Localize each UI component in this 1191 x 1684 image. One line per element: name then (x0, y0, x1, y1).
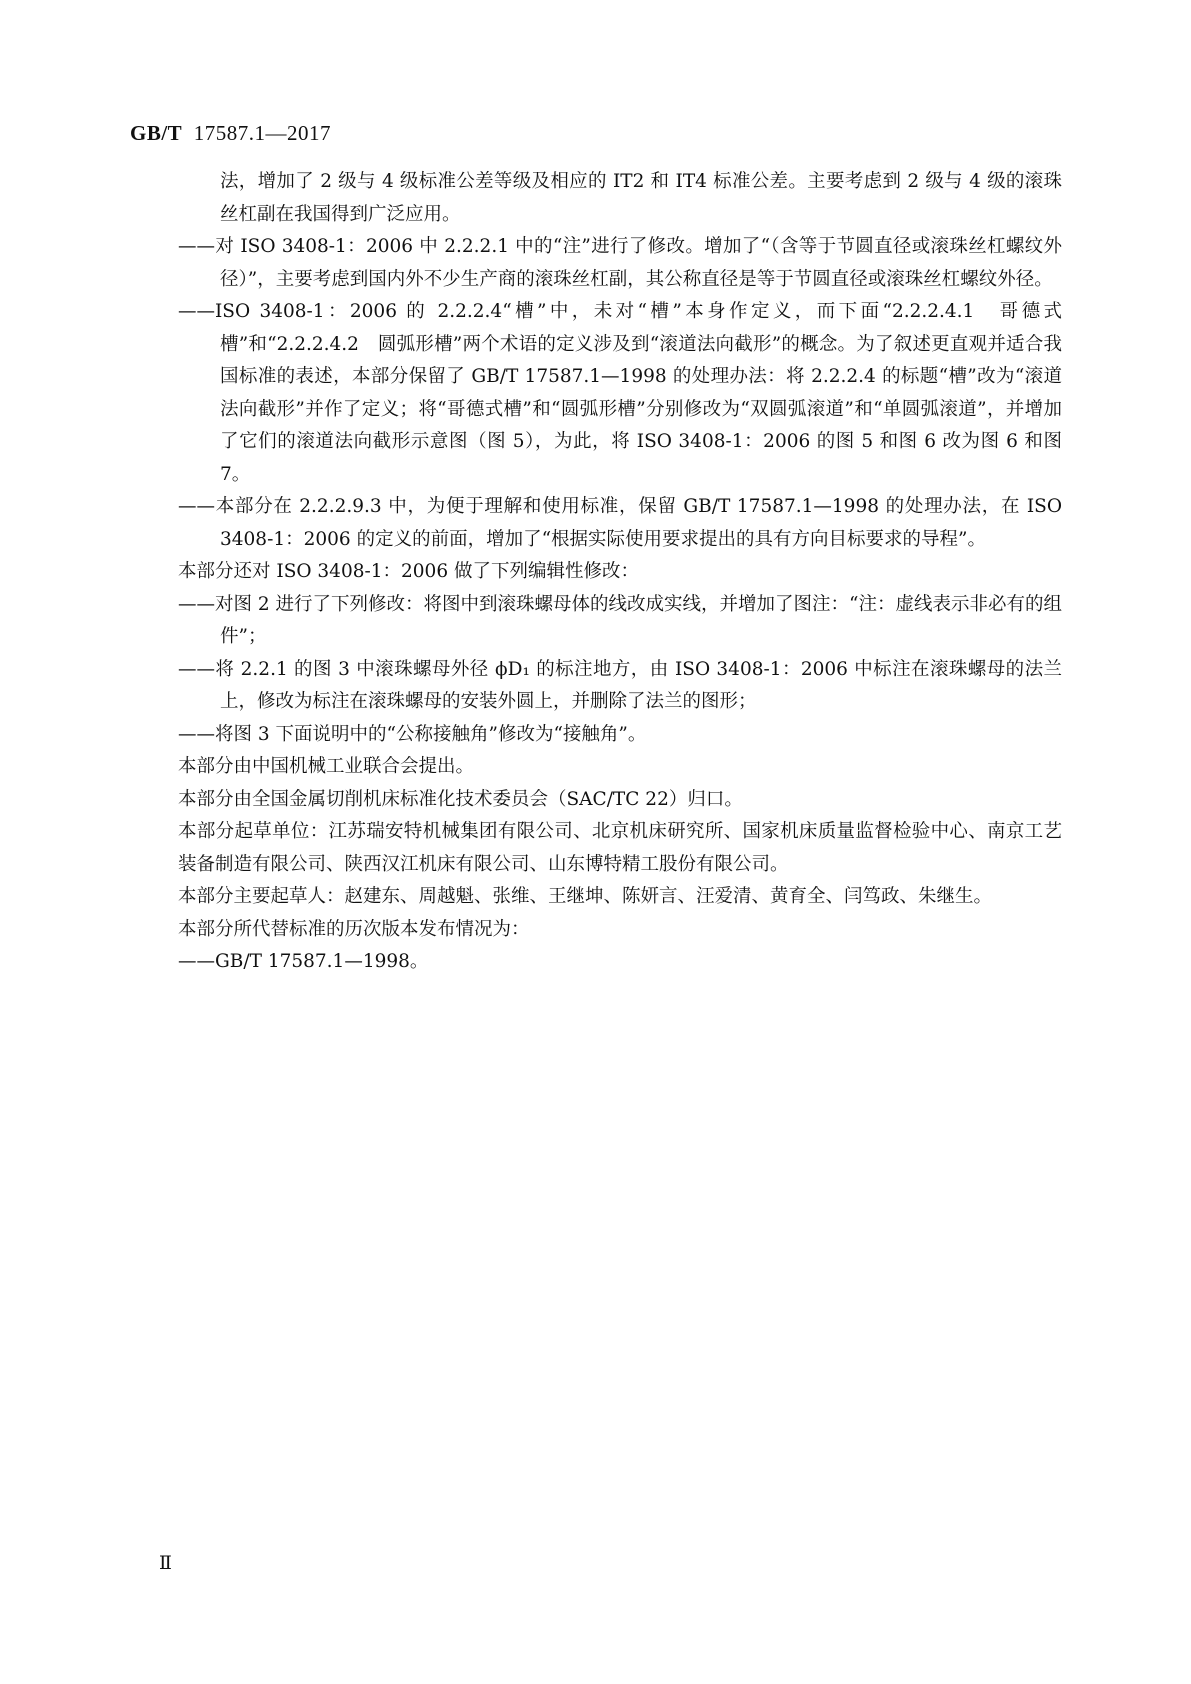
list-item: ——ISO 3408-1：2006 的 2.2.2.4“槽”中，未对“槽”本身作定义，而下面“2.2.2.4.1 哥德式槽”和“2.2.2.4.2 圆弧形槽”两个术语的定义涉及到“滚道法向截形”的概念。为了叙述更直观并适合我国标准的表述，本部分保留了 GB/T 17587.1—1998 的处理办法：将 2.2.2.4 的标题“槽”改为“滚道法向截形”并作了定义；将“哥德式槽”和“圆弧形槽”分别修改为“双圆弧滚道”和“单圆弧滚道”，并增加了它们的滚道法向截形示意图（图 5），为此，将 ISO 3408-1：2006 的图 5 和图 6 改为图 6 和图 7。 (178, 301, 1062, 485)
paragraph: 本部分所代替标准的历次版本发布情况为： (178, 918, 530, 940)
list-item: ——GB/T 17587.1—1998。 (178, 951, 429, 972)
document-body (178, 166, 1062, 979)
list-item: ——将图 3 下面说明中的“公称接触角”修改为“接触角”。 (178, 723, 647, 745)
paragraph: 本部分主要起草人：赵建东、周越魁、张维、王继坤、陈妍言、汪爱清、黄育全、闫笃政、朱继生。 (178, 886, 993, 907)
paragraph: 本部分由全国金属切削机床标准化技术委员会（SAC/TC 22）归口。 (178, 788, 743, 810)
paragraph: 本部分由中国机械工业联合会提出。 (178, 756, 475, 777)
paragraph: 本部分起草单位：江苏瑞安特机械集团有限公司、北京机床研究所、国家机床质量监督检验中心、南京工艺装备制造有限公司、陕西汉江机床有限公司、山东博特精工股份有限公司。 (178, 821, 1062, 875)
standard-header (130, 121, 331, 146)
standard-prefix: GB/T (130, 121, 183, 145)
list-item: ——将 2.2.1 的图 3 中滚珠螺母外径 ϕD₁ 的标注地方，由 ISO 3408-1：2006 中标注在滚珠螺母的法兰上，修改为标注在滚珠螺母的安装外圆上，并删除了法兰的图形； (178, 658, 1062, 712)
paragraph: 本部分还对 ISO 3408-1：2006 做了下列编辑性修改： (178, 561, 639, 582)
standard-number: 17587.1—2017 (193, 121, 331, 145)
paragraph: 法，增加了 2 级与 4 级标准公差等级及相应的 IT2 和 IT4 标准公差。主要考虑到 2 级与 4 级的滚珠丝杠副在我国得到广泛应用。 (220, 171, 1062, 225)
list-item: ——本部分在 2.2.2.9.3 中，为便于理解和使用标准，保留 GB/T 17587.1—1998 的处理办法，在 ISO 3408-1：2006 的定义的前面，增加了“根据实际使用要求提出的具有方向目标要求的导程”。 (178, 496, 1062, 550)
list-item: ——对图 2 进行了下列修改：将图中到滚珠螺母体的线改成实线，并增加了图注：“注：虚线表示非必有的组件”； (178, 593, 1062, 647)
list-item: ——对 ISO 3408-1：2006 中 2.2.2.1 中的“注”进行了修改。增加了“（含等于节圆直径或滚珠丝杠螺纹外径）”，主要考虑到国内外不少生产商的滚珠丝杠副，其公称直径是等于节圆直径或滚珠丝杠螺纹外径。 (178, 236, 1062, 290)
page-number: Ⅱ (159, 1553, 172, 1574)
